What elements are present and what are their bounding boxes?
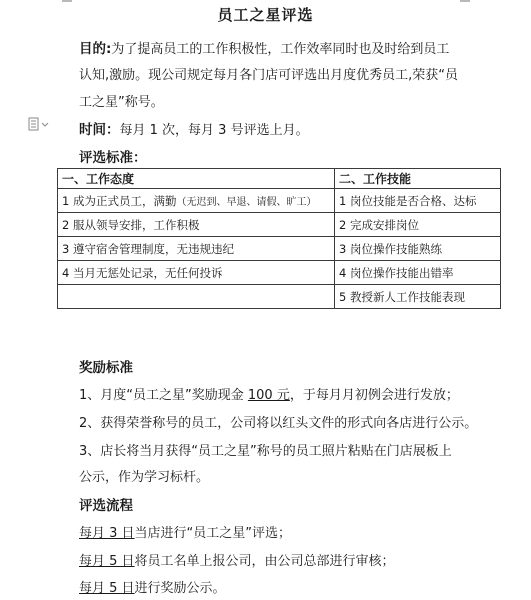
criteria-skill-cell: 4 岗位操作技能出错率 [335, 261, 501, 285]
criteria-skill-cell: 2 完成安排岗位 [335, 213, 501, 237]
table-row [58, 213, 501, 237]
reward-item-3-line-2: 公示，作为学习标杆。 [79, 470, 210, 485]
reward-item-1-post: ，于每月月初例会进行发放； [289, 388, 459, 403]
criteria-attitude-cell [58, 237, 335, 261]
page-corner-mark-left [62, 0, 72, 2]
criteria-skill-cell: 3 岗位操作技能熟练 [335, 237, 501, 261]
process-step-date: 每月 3 日 [79, 526, 135, 541]
process-step-date: 每月 5 日 [79, 581, 135, 596]
criteria-attitude-text: 2 服从领导安排，工作积极 [62, 217, 200, 232]
process-step-text: 进行奖励公示。 [134, 581, 226, 596]
criteria-heading: 评选标准： [79, 150, 147, 166]
purpose-line-3: 工之星”称号。 [79, 95, 164, 110]
reward-item-1 [79, 384, 459, 403]
criteria-col1-header: 一、工作态度 [58, 169, 335, 189]
process-step-text: 将员工名单上报公司，由公司总部进行审核； [134, 554, 395, 569]
criteria-attitude-text: 1 成为正式员工，满勤 [62, 193, 177, 208]
page-corner-mark-right [460, 0, 470, 2]
table-row [58, 261, 501, 285]
criteria-attitude-note: （无迟到、早退、请假、旷工） [176, 196, 317, 208]
criteria-col2-header: 二、工作技能 [335, 169, 501, 189]
criteria-attitude-text: 4 当月无惩处记录，无任何投诉 [62, 265, 223, 280]
purpose-line-1 [79, 37, 449, 57]
criteria-table [57, 168, 501, 309]
time-colon: ： [106, 122, 120, 138]
table-row [58, 237, 501, 261]
time-label: 时间 [79, 122, 106, 138]
paragraph-options-icon[interactable] [28, 117, 52, 131]
process-step-text: 当店进行“员工之星”评选； [134, 526, 292, 541]
purpose-colon: : [106, 41, 112, 57]
reward-item-2: 2、获得荣誉称号的员工，公司将以红头文件的形式向各店进行公示。 [79, 416, 478, 431]
reward-item-3-line-1: 3、店长将当月获得“员工之星”称号的员工照片粘贴在门店展板上 [79, 444, 452, 459]
criteria-attitude-text: 3 遵守宿舍管理制度，无违规违纪 [62, 241, 234, 256]
criteria-header-row [58, 169, 501, 189]
criteria-attitude-cell [58, 189, 335, 213]
purpose-line-2: 认知,激励。现公司规定每月各门店可评选出月度优秀员工,荣获“员 [79, 68, 458, 83]
reward-heading: 奖励标准 [79, 360, 133, 376]
criteria-skill-cell: 5 教授新人工作技能表现 [335, 285, 501, 309]
table-row [58, 189, 501, 213]
purpose-label: 目的 [79, 41, 106, 57]
criteria-attitude-cell [58, 213, 335, 237]
reward-item-1-pre: 1、月度“员工之星”奖励现金 [79, 388, 248, 403]
criteria-attitude-cell [58, 285, 335, 309]
purpose-text-1: 为了提高员工的工作积极性，工作效率同时也及时给到员工 [111, 42, 450, 57]
process-heading: 评选流程 [79, 498, 133, 514]
document-title: 员工之星评选 [217, 6, 314, 24]
time-text: 每月 1 次，每月 3 号评选上月。 [119, 123, 309, 138]
table-row [58, 285, 501, 309]
process-step-date: 每月 5 日 [79, 554, 135, 569]
process-step [79, 550, 395, 569]
criteria-skill-cell: 1 岗位技能是否合格、达标 [335, 189, 501, 213]
criteria-attitude-cell [58, 261, 335, 285]
time-line [79, 118, 309, 138]
process-step [79, 522, 291, 541]
process-step [79, 577, 226, 596]
reward-amount: 100 元 [247, 388, 290, 403]
